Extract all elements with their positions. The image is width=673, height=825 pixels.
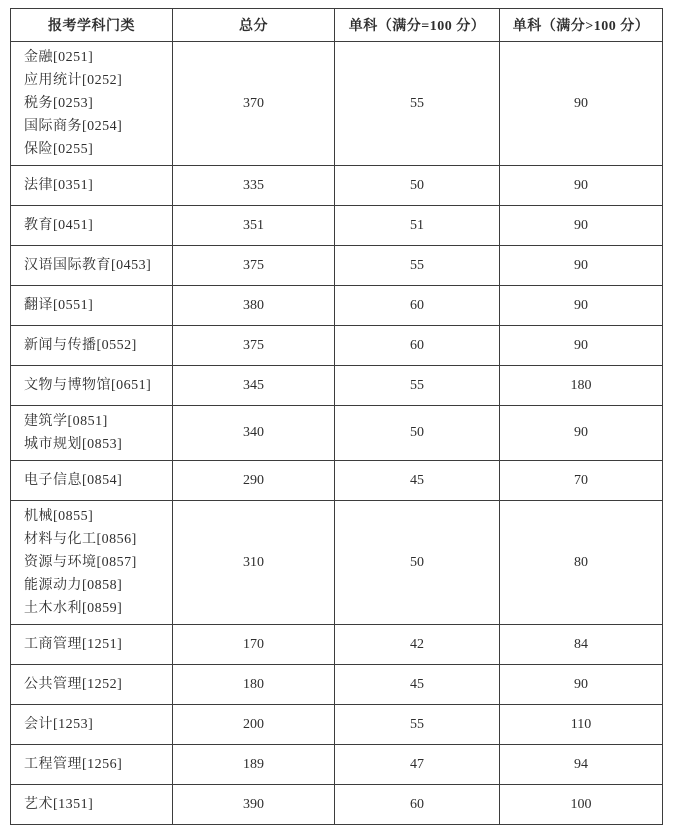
discipline-cell bbox=[11, 665, 173, 705]
discipline-line: 艺术[1351] bbox=[24, 797, 94, 812]
table-row bbox=[11, 461, 663, 501]
total-score-cell: 170 bbox=[173, 625, 335, 665]
total-score-cell: 351 bbox=[173, 206, 335, 246]
table-row bbox=[11, 406, 663, 461]
single-subject-100-cell: 50 bbox=[335, 406, 500, 461]
single-subject-100-cell: 55 bbox=[335, 42, 500, 166]
single-subject-over-100-cell: 80 bbox=[500, 501, 663, 625]
discipline-line: 法律[0351] bbox=[24, 178, 94, 193]
discipline-line: 工商管理[1251] bbox=[24, 637, 123, 652]
discipline-line: 公共管理[1252] bbox=[24, 677, 123, 692]
table-row bbox=[11, 166, 663, 206]
discipline-line: 金融[0251] bbox=[24, 50, 94, 65]
single-subject-over-100-cell: 90 bbox=[500, 665, 663, 705]
discipline-cell bbox=[11, 206, 173, 246]
discipline-cell bbox=[11, 42, 173, 166]
discipline-line: 材料与化工[0856] bbox=[24, 532, 137, 547]
total-score-cell: 375 bbox=[173, 246, 335, 286]
single-subject-100-cell: 55 bbox=[335, 246, 500, 286]
discipline-cell bbox=[11, 406, 173, 461]
single-subject-over-100-cell: 84 bbox=[500, 625, 663, 665]
table-row bbox=[11, 705, 663, 745]
score-table bbox=[10, 8, 663, 825]
single-subject-100-cell: 51 bbox=[335, 206, 500, 246]
discipline-line: 新闻与传播[0552] bbox=[24, 338, 137, 353]
table-row bbox=[11, 246, 663, 286]
total-score-cell: 200 bbox=[173, 705, 335, 745]
single-subject-over-100-cell: 110 bbox=[500, 705, 663, 745]
discipline-line: 资源与环境[0857] bbox=[24, 555, 137, 570]
header-row bbox=[11, 9, 663, 42]
discipline-line: 工程管理[1256] bbox=[24, 757, 123, 772]
single-subject-100-cell: 60 bbox=[335, 286, 500, 326]
total-score-cell: 370 bbox=[173, 42, 335, 166]
table-header bbox=[11, 9, 663, 42]
total-score-cell: 390 bbox=[173, 785, 335, 825]
single-subject-100-cell: 45 bbox=[335, 665, 500, 705]
single-subject-100-cell: 42 bbox=[335, 625, 500, 665]
single-subject-over-100-cell: 90 bbox=[500, 206, 663, 246]
discipline-line: 城市规划[0853] bbox=[24, 437, 123, 452]
table-body bbox=[11, 42, 663, 825]
discipline-cell bbox=[11, 166, 173, 206]
single-subject-over-100-cell: 90 bbox=[500, 326, 663, 366]
table-row bbox=[11, 206, 663, 246]
table-row bbox=[11, 745, 663, 785]
single-subject-over-100-cell: 90 bbox=[500, 286, 663, 326]
discipline-cell bbox=[11, 705, 173, 745]
table-row bbox=[11, 42, 663, 166]
discipline-cell bbox=[11, 286, 173, 326]
single-subject-100-cell: 47 bbox=[335, 745, 500, 785]
table-row bbox=[11, 625, 663, 665]
table-row bbox=[11, 366, 663, 406]
table-row bbox=[11, 286, 663, 326]
discipline-line: 电子信息[0854] bbox=[24, 473, 123, 488]
discipline-cell bbox=[11, 326, 173, 366]
column-header-single-subject-over-100: 单科（满分>100 分） bbox=[500, 9, 663, 42]
discipline-line: 文物与博物馆[0651] bbox=[24, 378, 152, 393]
table-row bbox=[11, 326, 663, 366]
total-score-cell: 290 bbox=[173, 461, 335, 501]
discipline-line: 汉语国际教育[0453] bbox=[24, 258, 152, 273]
discipline-line: 建筑学[0851] bbox=[24, 414, 108, 429]
discipline-line: 保险[0255] bbox=[24, 142, 94, 157]
total-score-cell: 180 bbox=[173, 665, 335, 705]
discipline-line: 会计[1253] bbox=[24, 717, 94, 732]
single-subject-over-100-cell: 94 bbox=[500, 745, 663, 785]
discipline-line: 税务[0253] bbox=[24, 96, 94, 111]
single-subject-over-100-cell: 90 bbox=[500, 246, 663, 286]
single-subject-100-cell: 55 bbox=[335, 705, 500, 745]
column-header-total-score: 总分 bbox=[173, 9, 335, 42]
discipline-cell bbox=[11, 625, 173, 665]
single-subject-100-cell: 50 bbox=[335, 501, 500, 625]
discipline-line: 机械[0855] bbox=[24, 509, 94, 524]
single-subject-100-cell: 60 bbox=[335, 785, 500, 825]
discipline-line: 土木水利[0859] bbox=[24, 601, 123, 616]
discipline-line: 翻译[0551] bbox=[24, 298, 94, 313]
discipline-cell bbox=[11, 501, 173, 625]
total-score-cell: 380 bbox=[173, 286, 335, 326]
single-subject-over-100-cell: 100 bbox=[500, 785, 663, 825]
total-score-cell: 310 bbox=[173, 501, 335, 625]
table-row bbox=[11, 785, 663, 825]
discipline-line: 国际商务[0254] bbox=[24, 119, 123, 134]
column-header-discipline: 报考学科门类 bbox=[11, 9, 173, 42]
single-subject-over-100-cell: 90 bbox=[500, 166, 663, 206]
discipline-line: 能源动力[0858] bbox=[24, 578, 123, 593]
single-subject-100-cell: 60 bbox=[335, 326, 500, 366]
single-subject-100-cell: 50 bbox=[335, 166, 500, 206]
total-score-cell: 375 bbox=[173, 326, 335, 366]
single-subject-over-100-cell: 90 bbox=[500, 42, 663, 166]
single-subject-100-cell: 45 bbox=[335, 461, 500, 501]
discipline-cell bbox=[11, 246, 173, 286]
total-score-cell: 345 bbox=[173, 366, 335, 406]
discipline-line: 应用统计[0252] bbox=[24, 73, 123, 88]
discipline-cell bbox=[11, 745, 173, 785]
discipline-cell bbox=[11, 461, 173, 501]
total-score-cell: 189 bbox=[173, 745, 335, 785]
column-header-single-subject-100: 单科（满分=100 分） bbox=[335, 9, 500, 42]
single-subject-over-100-cell: 90 bbox=[500, 406, 663, 461]
single-subject-over-100-cell: 180 bbox=[500, 366, 663, 406]
discipline-line: 教育[0451] bbox=[24, 218, 94, 233]
total-score-cell: 335 bbox=[173, 166, 335, 206]
single-subject-100-cell: 55 bbox=[335, 366, 500, 406]
single-subject-over-100-cell: 70 bbox=[500, 461, 663, 501]
total-score-cell: 340 bbox=[173, 406, 335, 461]
discipline-cell bbox=[11, 366, 173, 406]
discipline-cell bbox=[11, 785, 173, 825]
table-row bbox=[11, 501, 663, 625]
table-row bbox=[11, 665, 663, 705]
